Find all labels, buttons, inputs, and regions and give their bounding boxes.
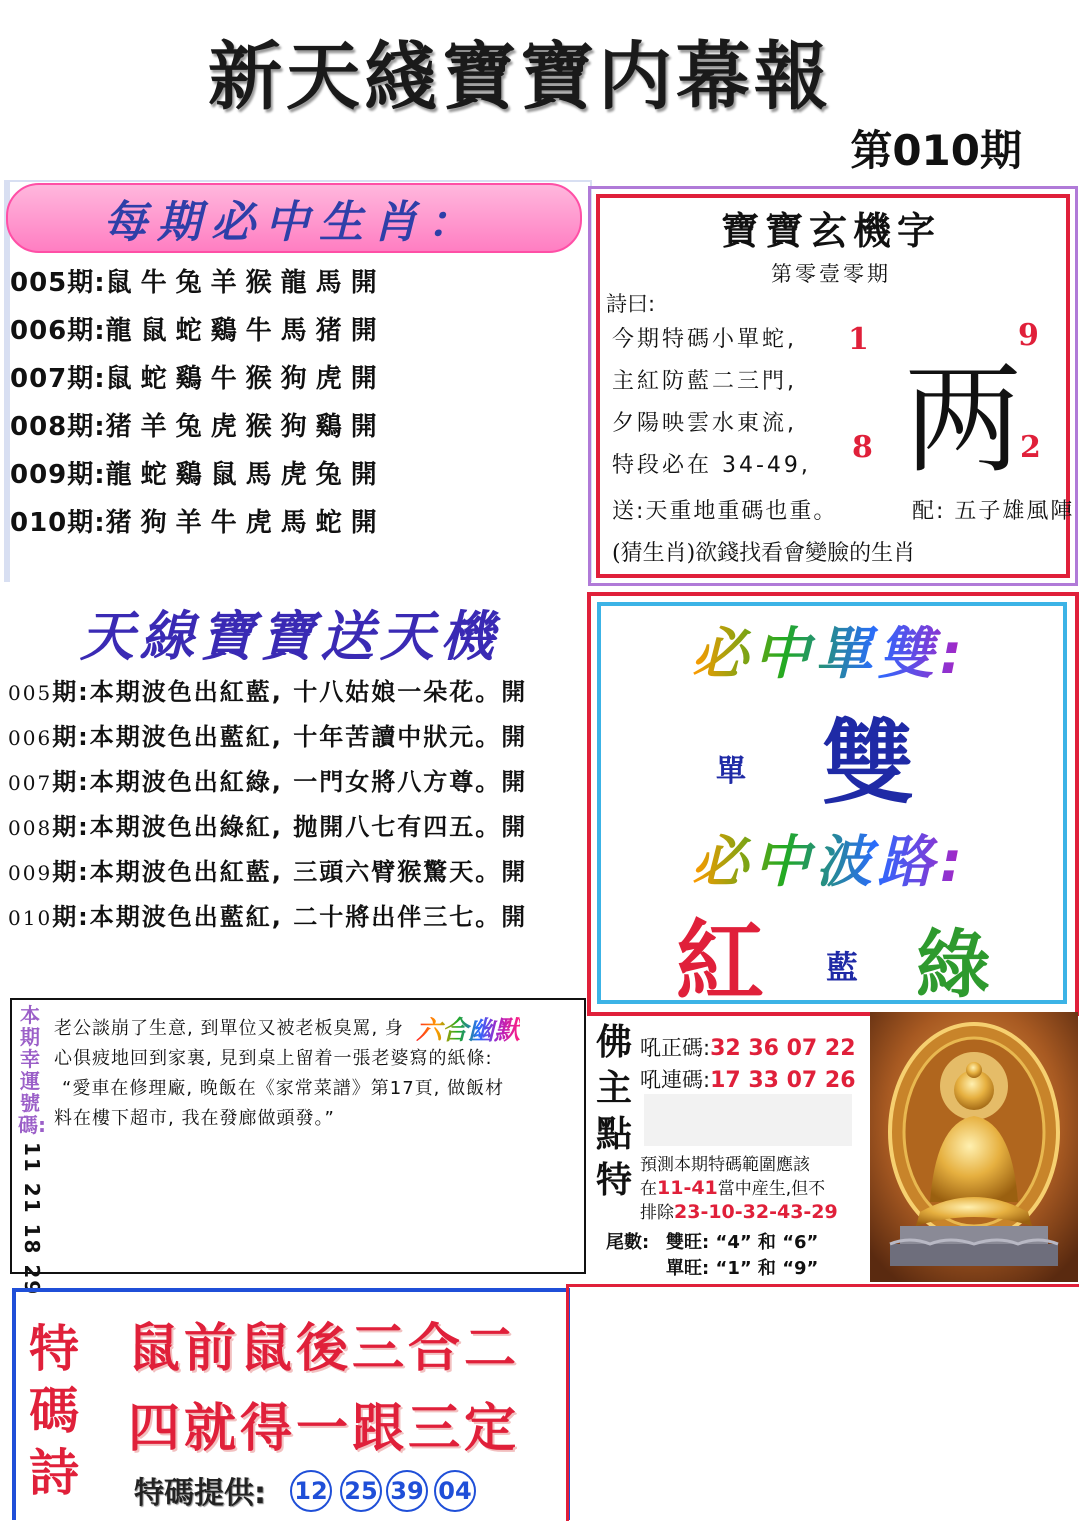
- predict-range: 11-41: [657, 1177, 718, 1199]
- single-prosper: [666, 1254, 818, 1280]
- link-numbers-value: 17 33 07 26: [710, 1068, 856, 1093]
- single-label: 單旺:: [666, 1258, 710, 1279]
- secret-row-text: 期:本期波色出藍紅, 二十將出伴三七。開: [52, 903, 528, 931]
- predict-text: 當中産生,但不: [717, 1179, 826, 1199]
- buddha-image: [870, 1012, 1078, 1282]
- secret-row-text: 期:本期波色出藍紅, 十年苦讀中狀元。開: [52, 723, 528, 751]
- double-prosper: [666, 1228, 818, 1254]
- blank-patch: [644, 1094, 852, 1146]
- mystery-character: 两: [904, 351, 1023, 489]
- zodiac-row: [10, 310, 378, 347]
- number-ball: 12: [290, 1470, 332, 1512]
- secret-row-id: 007: [8, 771, 53, 795]
- secret-row-id: 010: [8, 906, 53, 930]
- mystery-number: 2: [1020, 430, 1041, 465]
- number-ball: 39: [386, 1470, 428, 1512]
- secret-row: [8, 717, 527, 752]
- zodiac-row-result: 開: [350, 460, 378, 490]
- predict-line: 預測本期特碼範圍應該: [640, 1155, 810, 1175]
- odd-even-title: 必中單雙:: [600, 610, 1060, 690]
- zodiac-row-result: 開: [350, 412, 378, 442]
- secret-title: 天線寶寶送天機: [80, 605, 500, 668]
- secret-row-id: 009: [8, 861, 53, 885]
- buddha-statue-icon: [870, 1012, 1078, 1282]
- mystery-subtitle: 第零壹零期: [771, 262, 891, 286]
- mystery-gift: 送:天重地重碼也重。: [612, 499, 838, 524]
- zodiac-row: [10, 358, 378, 395]
- zodiac-row-animals: 猪狗羊牛虎馬蛇: [105, 508, 351, 538]
- lucky-numbers: [2, 1140, 58, 1297]
- zodiac-row-result: 開: [350, 364, 378, 394]
- secret-row: [8, 807, 527, 842]
- secret-row-text: 期:本期波色出紅藍, 十八姑娘一朵花。開: [52, 678, 528, 706]
- zodiac-row-id: 005期:: [10, 268, 106, 298]
- poem-red-frame: [566, 1284, 1079, 1521]
- main-numbers-value: 32 36 07 22: [710, 1036, 856, 1061]
- zodiac-row-result: 開: [350, 268, 378, 298]
- predict-range-line: [640, 1174, 825, 1199]
- poem-label: 詩曰:: [606, 292, 656, 316]
- joke-line: 老公談崩了生意, 到單位又被老板臭罵, 身: [54, 1018, 404, 1039]
- wave-green: 綠: [916, 922, 990, 1008]
- link-numbers: [640, 1064, 856, 1094]
- mystery-poem-line: 今期特碼小單蛇,: [612, 327, 797, 352]
- zodiac-row-animals: 猪羊兔虎猴狗鷄: [105, 412, 351, 442]
- zodiac-row-result: 開: [350, 316, 378, 346]
- zodiac-row-animals: 鼠牛兔羊猴龍馬: [105, 268, 351, 298]
- zodiac-row-id: 009期:: [10, 460, 106, 490]
- zodiac-row-id: 006期:: [10, 316, 106, 346]
- buddha-label: 佛主點特: [595, 1022, 632, 1201]
- lucky-numbers-text: 11 21 18 29: [20, 1142, 44, 1297]
- number-ball: 04: [434, 1470, 476, 1512]
- wave-title: 必中波路:: [600, 818, 1060, 898]
- mystery-hint: (猜生肖)欲錢找看會變臉的生肖: [612, 541, 916, 566]
- mystery-pair: 配: 五子雄風陣: [912, 499, 1075, 524]
- mystery-number: 8: [852, 430, 873, 465]
- mystery-title: 寶寶玄機字: [720, 209, 941, 253]
- mystery-poem-line: 主紅防藍二三門,: [612, 369, 797, 394]
- main-numbers: [640, 1032, 856, 1062]
- zodiac-row: [10, 454, 378, 491]
- secret-row: [8, 762, 527, 797]
- secret-row-id: 008: [8, 816, 53, 840]
- predict-text: 排除: [640, 1203, 674, 1223]
- secret-row-id: 006: [8, 726, 53, 750]
- mystery-number: 1: [848, 322, 869, 357]
- zodiac-row-id: 007期:: [10, 364, 106, 394]
- zodiac-row-animals: 龍蛇鷄鼠馬虎兔: [105, 460, 351, 490]
- zodiac-row-animals: 龍鼠蛇鷄牛馬猪: [105, 316, 351, 346]
- mystery-number: 9: [1018, 318, 1039, 353]
- issue-number: 第010期: [850, 126, 1022, 175]
- mystery-poem-line: 夕陽映雲水東流,: [612, 411, 797, 436]
- secret-row: [8, 897, 527, 932]
- main-numbers-label: 吼正碼:: [640, 1036, 711, 1060]
- mystery-poem-line: 特段必在 34-49,: [612, 453, 811, 478]
- provide-label: 特碼提供:: [134, 1476, 266, 1511]
- secret-row-text: 期:本期波色出綠紅, 抛開八七有四五。開: [52, 813, 528, 841]
- zodiac-row: [10, 502, 378, 539]
- joke-tag: 六合幽默: [416, 1010, 520, 1047]
- poem-line: 四就得一跟三定: [128, 1399, 521, 1459]
- double-label: 雙旺:: [666, 1232, 710, 1253]
- wave-blue: 藍: [826, 948, 859, 986]
- even-label: 雙: [822, 710, 915, 817]
- link-numbers-label: 吼連碼:: [640, 1068, 711, 1092]
- zodiac-row-result: 開: [350, 508, 378, 538]
- secret-row: [8, 852, 527, 887]
- poem-line: 鼠前鼠後三合二: [128, 1319, 521, 1379]
- single-value: “1” 和 “9”: [715, 1258, 819, 1279]
- secret-row: [8, 672, 527, 707]
- zodiac-row-id: 010期:: [10, 508, 106, 538]
- lucky-label: 本期幸運號碼:: [18, 1003, 46, 1137]
- predict-exclude: 23-10-32-43-29: [674, 1201, 838, 1223]
- secret-row-text: 期:本期波色出紅綠, 一門女將八方尊。開: [52, 768, 528, 796]
- poem-side-label: 特碼詩: [29, 1320, 79, 1502]
- number-ball: 25: [340, 1470, 382, 1512]
- zodiac-row-animals: 鼠蛇鷄牛猴狗虎: [105, 364, 351, 394]
- page-title: 新天綫寶寶内幕報: [208, 34, 832, 120]
- odd-label: 單: [716, 754, 746, 789]
- secret-row-id: 005: [8, 681, 53, 705]
- predict-text: 在: [640, 1179, 657, 1199]
- zodiac-row-id: 008期:: [10, 412, 106, 442]
- tail-label: 尾數:: [606, 1232, 650, 1253]
- zodiac-row: [10, 262, 378, 299]
- predict-exclude-line: [640, 1198, 838, 1223]
- joke-line: “愛車在修理廠, 晚飯在《家常菜譜》第17頁, 做飯材: [62, 1078, 505, 1099]
- joke-line: 料在樓下超市, 我在發廊做頭發。”: [54, 1108, 335, 1129]
- wave-red: 紅: [676, 910, 765, 1013]
- secret-row-text: 期:本期波色出紅藍, 三頭六臂猴驚天。開: [52, 858, 528, 886]
- zodiac-row: [10, 406, 378, 443]
- double-value: “4” 和 “6”: [715, 1232, 819, 1253]
- joke-line: 心俱疲地回到家裏, 見到桌上留着一張老婆寫的紙條:: [54, 1048, 493, 1069]
- zodiac-banner-title: 每期必中生肖：: [103, 197, 481, 248]
